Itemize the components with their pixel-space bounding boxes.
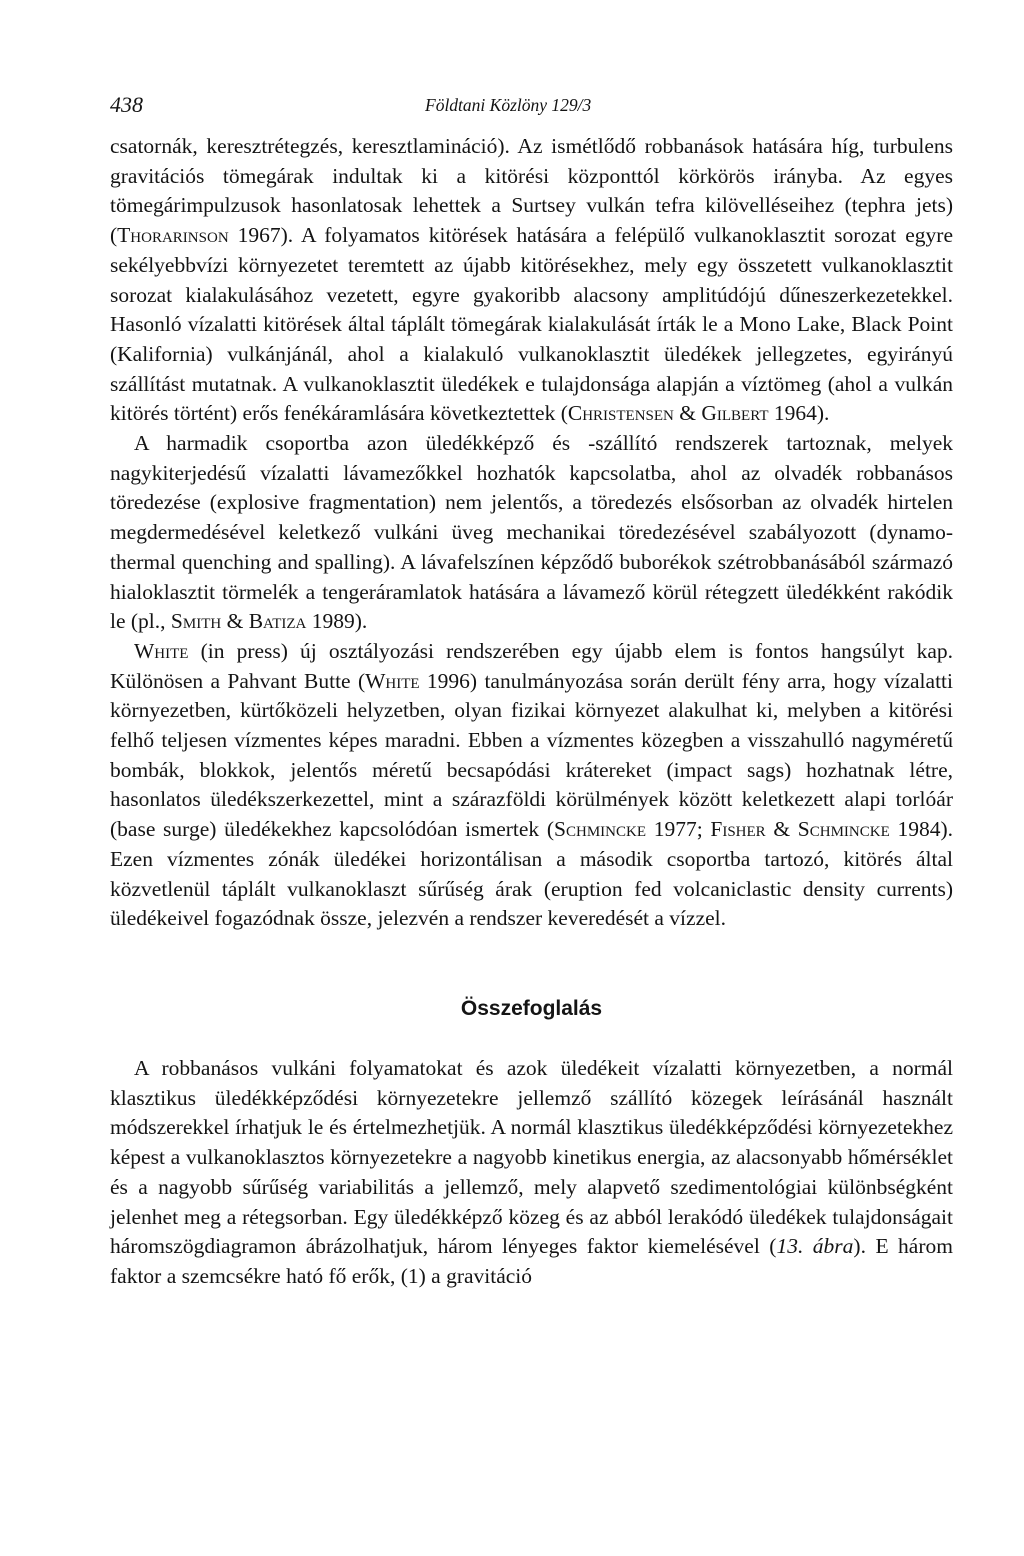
citation-author: Schmincke — [554, 817, 646, 842]
citation-author: Batiza — [248, 609, 307, 634]
citation-author: White — [365, 668, 420, 693]
journal-page — [110, 92, 953, 1292]
citation-author: Christensen — [567, 401, 674, 426]
running-head: Földtani Közlöny 129/3 — [425, 95, 592, 115]
citation-author: White — [134, 638, 189, 663]
citation-author: Schmincke — [797, 817, 890, 842]
section-title: Összefoglalás — [460, 996, 603, 1020]
paragraph-3: White (in press) új osztályozási rendszerében egy újabb elem is fontos hangsúlyt kap. Különösen a Pahvant Butte (White 1996) tanulmányozása során derült fény arra, hogy vízalatti környezetben, kürtőközeli helyzetben, olyan fizikai környezet alakulhat ki, melyben a kitörési felhő teljesen vízmentes képes maradni. Ebben a vízmentes közegben a visszahulló nagyméretű bombák, blokkok, jelentős méretű becsapódási krátereket (impact sags) hozhatnak létre, hasonlatos üledékszerkezettel, mint a szárazföldi körülmények között keletkezett alapi torlóár (base surge) üledékekhez kapcsolódóan ismertek (Schmincke 1977; Fisher & Schmincke 1984). Ezen vízmentes zónák üledékei horizontálisan a második csoportba tartozó, kitörés által közvetlenül táplált vulkanoklaszt sűrűség árak (eruption fed volcaniclastic density currents) üledékeivel fogazódnak össze, jelezvén a rendszer keveredését a vízzel. — [110, 638, 953, 931]
paragraph-4: A robbanásos vulkáni folyamatokat és azok üledékeit vízalatti környezetben, a normál klasztikus üledékképződési környezetekre jellemző szállító közegek leírásánál használt módszerekkel írhatjuk le és értelmezhetjük. A normál klasztikus üledékképződési környezetekhez képest a vulkanoklasztos környezetekre a nagyobb kinetikus energia, az alacsonyabb hőmérséklet és a nagyobb sűrűség variabilitás a jellemző, mely alapvető szedimentológiai különbségként jelenhet meg a rétegsorban. Egy üledékképző közeg és az abból lerakódó üledékek tulajdonságait háromszögdiagramon ábrázolhatjuk, három lényeges faktor kiemelésével (13. ábra). E három faktor a szemcsékre ható fő erők, (1) a gravitáció — [110, 1055, 953, 1288]
paragraph-2: A harmadik csoportba azon üledékképző és -szállító rendszerek tartoznak, melyek nagykiterjedésű vízalatti lávamezőkkel hozhatók kapcsolatba, ahol az olvadék robbanásos töredezése (explosive fragmentation) nem jelentős, a töredezés elsősorban az olvadék hirtelen megdermedésével keletkező vulkáni üveg mechanikai töredezésével szabályozott (dynamo-thermal quenching and spalling). A lávafelszínen képződő buborékok szétrobbanásából származó hialoklasztit törmelék a tengeráramlatok hatására a lávamező körül rétegzett üledékként rakódik le (pl., Smith & Batiza 1989). — [110, 431, 953, 634]
body-text — [110, 132, 953, 1292]
page-number: 438 — [110, 92, 143, 117]
citation-author: Fisher — [710, 817, 766, 842]
figure-reference: 13. ábra — [776, 1234, 854, 1259]
page-header — [110, 92, 953, 132]
paragraph-1: csatornák, keresztrétegzés, keresztlamináció). Az ismétlődő robbanások hatására híg, turbulens gravitációs tömegárak indultak ki a kitörési központtól körkörös irányba. Az egyes tömegárimpulzusok hasonlatosak lehettek a Surtsey vulkán tefra kilövelléseihez (tephra jets) (Thorarinson 1967). A folyamatos kitörések hatására a felépülő vulkanoklasztit sorozat egyre sekélyebbvízi környezetet teremtett az újabb kitörésekhez, mely egy összetett vulkanoklasztit sorozat kialakulásához vezetett, egyre gyakoribb alacsony amplitúdójú dűneszerkezetekkel. Hasonló vízalatti kitörések által táplált tömegárak kialakulását írták le a Mono Lake, Black Point (Kalifornia) vulkánjánál, ahol a kialakuló vulkanoklasztit üledékek jellegzetes, egyirányú szállítást mutatnak. A vulkanoklasztit üledékek e tulajdonsága alapján a víztömeg (ahol a vulkán kitörés történt) erős fenékáramlására következtettek (Christensen & Gilbert 1964). — [110, 134, 953, 426]
citation-author: Gilbert — [701, 401, 769, 426]
citation-author: Smith — [170, 609, 222, 634]
citation-author: Thorarinson — [117, 223, 229, 248]
